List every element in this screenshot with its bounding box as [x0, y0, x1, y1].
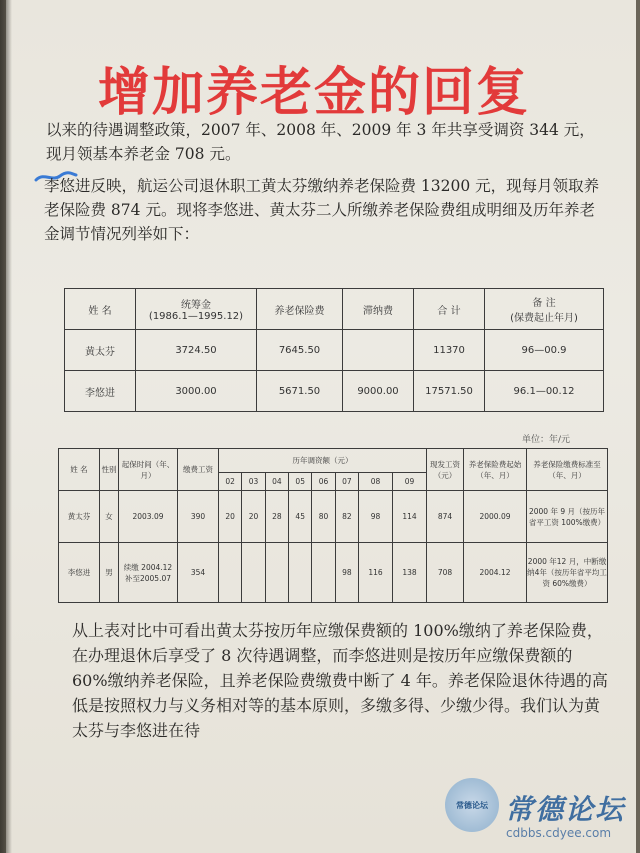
year-cell: 07	[335, 473, 358, 491]
cell: 续缴 2004.12 补至2005.07	[119, 543, 178, 603]
table-row	[59, 491, 608, 543]
overlay-headline: 增加养老金的回复	[98, 63, 531, 123]
cell: 2000 年 9 月（按历年省平工资 100%缴费）	[527, 491, 608, 543]
cell: 5671.50	[257, 371, 343, 412]
header-name: 姓 名	[59, 449, 100, 491]
adjustment-table	[58, 448, 608, 603]
header-name: 姓 名	[65, 289, 136, 330]
header-late-fee: 滞纳费	[343, 289, 414, 330]
unit-label: 单位：年/元	[522, 435, 571, 445]
header-standard: 养老保险缴费标准至（年、月）	[527, 449, 608, 491]
header-current: 现发工资（元）	[427, 449, 464, 491]
cell: 96—00.9	[485, 330, 604, 371]
cell: 11370	[414, 330, 485, 371]
forum-logo	[445, 778, 499, 832]
cell: 20	[242, 491, 265, 543]
forum-logo-text: 常德论坛	[456, 799, 488, 810]
cell: 82	[335, 491, 358, 543]
header-begin: 养老保险费起始（年、月）	[464, 449, 527, 491]
year-cell: 02	[219, 473, 242, 491]
year-cell: 06	[312, 473, 335, 491]
table-row	[65, 371, 604, 412]
cell	[312, 543, 335, 603]
cell: 3000.00	[136, 371, 257, 412]
cell	[265, 543, 288, 603]
cell	[242, 543, 265, 603]
cell: 李悠进	[65, 371, 136, 412]
cell: 2003.09	[119, 491, 178, 543]
cell: 138	[393, 543, 427, 603]
watermark-url: cdbbs.cdyee.com	[506, 826, 612, 840]
cell: 354	[178, 543, 219, 603]
cell: 2004.12	[464, 543, 527, 603]
table-header-row	[59, 449, 608, 473]
cell: 98	[335, 543, 358, 603]
header-remark	[485, 289, 604, 330]
table-header-row	[65, 289, 604, 330]
cell: 2000 年12 月，中断缴纳4年（按历年省平均工资 60%缴费）	[527, 543, 608, 603]
cell: 7645.50	[257, 330, 343, 371]
header-pool-label: 统筹金	[181, 300, 211, 311]
cell: 黄太芬	[65, 330, 136, 371]
watermark-title: 常德论坛	[505, 793, 626, 826]
header-pool	[136, 289, 257, 330]
cell: 114	[393, 491, 427, 543]
paragraph-2: 李悠进反映，航运公司退休职工黄太芬缴纳养老保险费 13200 元，现每月领取养老保险费 874 元。现将李悠进、黄太芬二人所缴养老保险费组成明细及历年养老金调节情况列举如下：	[44, 177, 600, 243]
cell	[289, 543, 312, 603]
cell: 男	[100, 543, 119, 603]
header-sex: 性别	[100, 449, 119, 491]
paragraph-1: 以来的待遇调整政策，2007 年、2008 年、2009 年 3 年共享受调资 344 元，现月领基本养老金 708 元。	[46, 121, 595, 163]
cell: 女	[100, 491, 119, 543]
cell: 20	[219, 491, 242, 543]
contribution-table	[64, 288, 604, 412]
header-total: 合 计	[414, 289, 485, 330]
cell: 2000.09	[464, 491, 527, 543]
cell: 98	[359, 491, 393, 543]
cell: 黄太芬	[59, 491, 100, 543]
header-pension-fee: 养老保险费	[257, 289, 343, 330]
cell: 李悠进	[59, 543, 100, 603]
year-cell: 09	[393, 473, 427, 491]
table-row	[59, 543, 608, 603]
page-shadow	[0, 0, 12, 853]
table-row	[65, 330, 604, 371]
cell: 80	[312, 491, 335, 543]
header-remark-label: 备 注	[532, 298, 556, 309]
year-cell: 05	[289, 473, 312, 491]
cell: 17571.50	[414, 371, 485, 412]
cell: 116	[359, 543, 393, 603]
year-cell: 03	[242, 473, 265, 491]
year-cell: 08	[359, 473, 393, 491]
header-pool-period: (1986.1—1995.12)	[148, 311, 244, 322]
cell: 708	[427, 543, 464, 603]
year-cell: 04	[265, 473, 288, 491]
cell: 45	[289, 491, 312, 543]
cell: 96.1—00.12	[485, 371, 604, 412]
header-start: 起保时间（年、月）	[119, 449, 178, 491]
header-history: 历年调资额（元）	[219, 449, 427, 473]
header-remark-sub: (保费起止年月)	[510, 313, 578, 324]
cell: 390	[178, 491, 219, 543]
paragraph-3: 从上表对比中可看出黄太芬按历年应缴保费额的 100%缴纳了养老保险费，在办理退休后享受了 8 次待遇调整，而李悠进则是按历年应缴保费额的 60%缴纳养老保险，且养老保险费缴费中断了 4 年。养老保险退休待遇的高低是按照权力与义务相对等的基本原则，多缴多得、少缴少得。我们认为黄太芬与李悠进在待	[72, 621, 608, 740]
cell	[219, 543, 242, 603]
header-base: 缴费工资	[178, 449, 219, 491]
cell: 874	[427, 491, 464, 543]
cell: 3724.50	[136, 330, 257, 371]
cell: 28	[265, 491, 288, 543]
cell: 9000.00	[343, 371, 414, 412]
cell	[343, 330, 414, 371]
